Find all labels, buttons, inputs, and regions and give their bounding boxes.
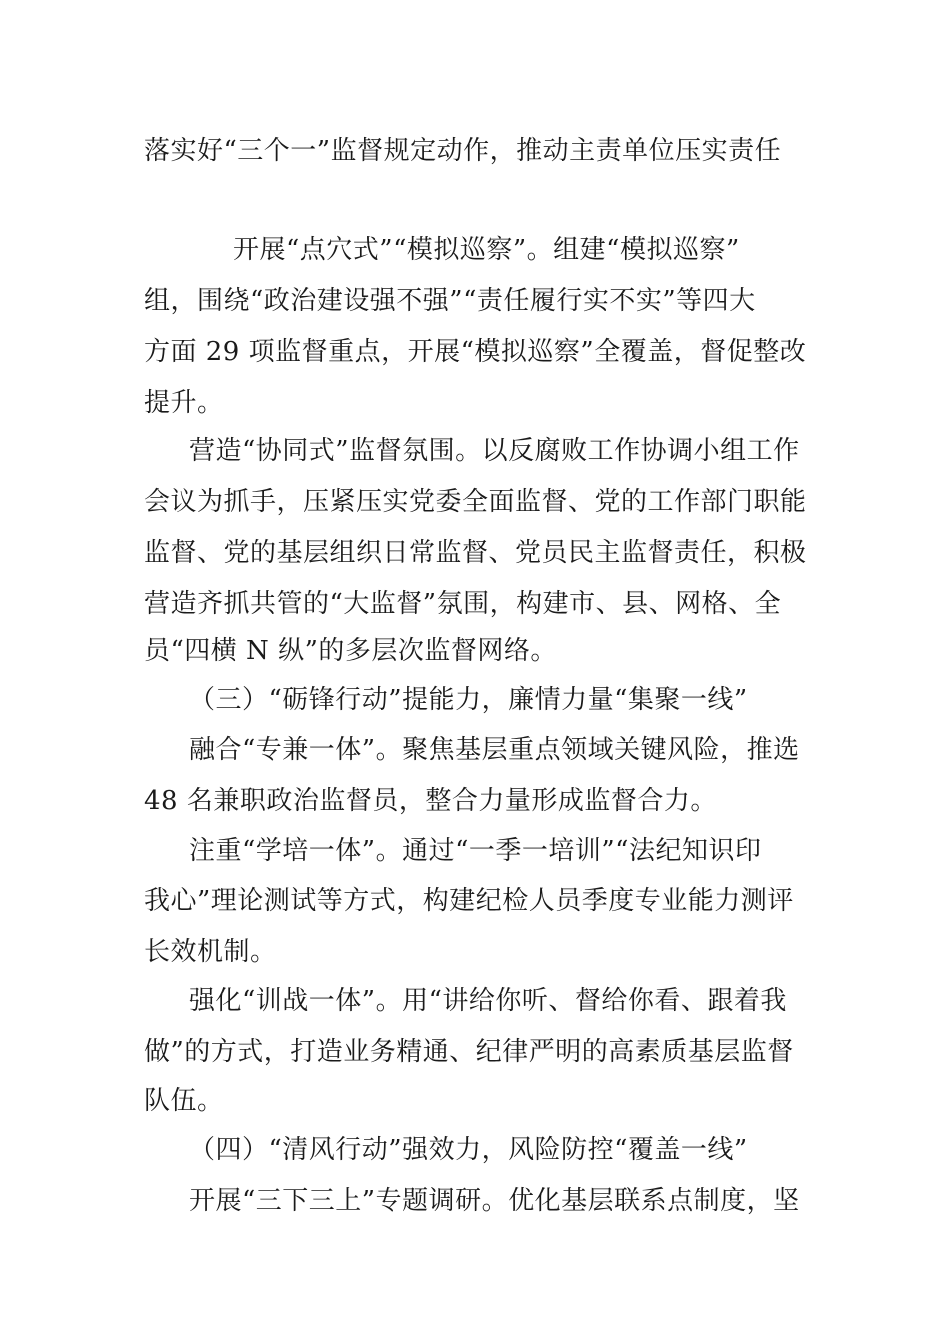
- section-heading: （四）“清风行动”强效力，风险防控“覆盖一线”: [189, 1135, 748, 1165]
- text-line: 提升。: [144, 388, 224, 418]
- text-line: 队伍。: [144, 1086, 224, 1116]
- text-line: 组，围绕“政治建设强不强”“责任履行实不实”等四大: [144, 286, 756, 316]
- text-line: 我心”理论测试等方式，构建纪检人员季度专业能力测评: [144, 886, 794, 916]
- paragraph-start-line: 开展“点穴式”“模拟巡察”。组建“模拟巡察”: [233, 235, 740, 265]
- text-line: 长效机制。: [144, 937, 277, 967]
- text-line: 营造齐抓共管的“大监督”氛围，构建市、县、网格、全: [144, 589, 782, 619]
- paragraph-start-line: 强化“训战一体”。用“讲给你听、督给你看、跟着我: [189, 986, 787, 1016]
- paragraph-start-line: 营造“协同式”监督氛围。以反腐败工作协调小组工作: [189, 436, 800, 466]
- paragraph-start-line: 融合“专兼一体”。聚焦基层重点领域关键风险，推选: [189, 735, 800, 765]
- text-line: 会议为抓手，压紧压实党委全面监督、党的工作部门职能: [144, 487, 807, 517]
- text-line: 做”的方式，打造业务精通、纪律严明的高素质基层监督: [144, 1037, 794, 1067]
- text-line: 员“四横 N 纵”的多层次监督网络。: [144, 636, 557, 666]
- text-line: 48 名兼职政治监督员，整合力量形成监督合力。: [144, 786, 717, 816]
- paragraph-start-line: 开展“三下三上”专题调研。优化基层联系点制度，坚: [189, 1186, 800, 1216]
- text-line: 方面 29 项监督重点，开展“模拟巡察”全覆盖，督促整改: [144, 337, 807, 367]
- paragraph-start-line: 注重“学培一体”。通过“一季一培训”“法纪知识印: [189, 836, 762, 866]
- section-heading: （三）“砺锋行动”提能力，廉情力量“集聚一线”: [189, 685, 748, 715]
- text-line: 落实好“三个一”监督规定动作，推动主责单位压实责任: [144, 136, 782, 166]
- text-line: 监督、党的基层组织日常监督、党员民主监督责任，积极: [144, 538, 807, 568]
